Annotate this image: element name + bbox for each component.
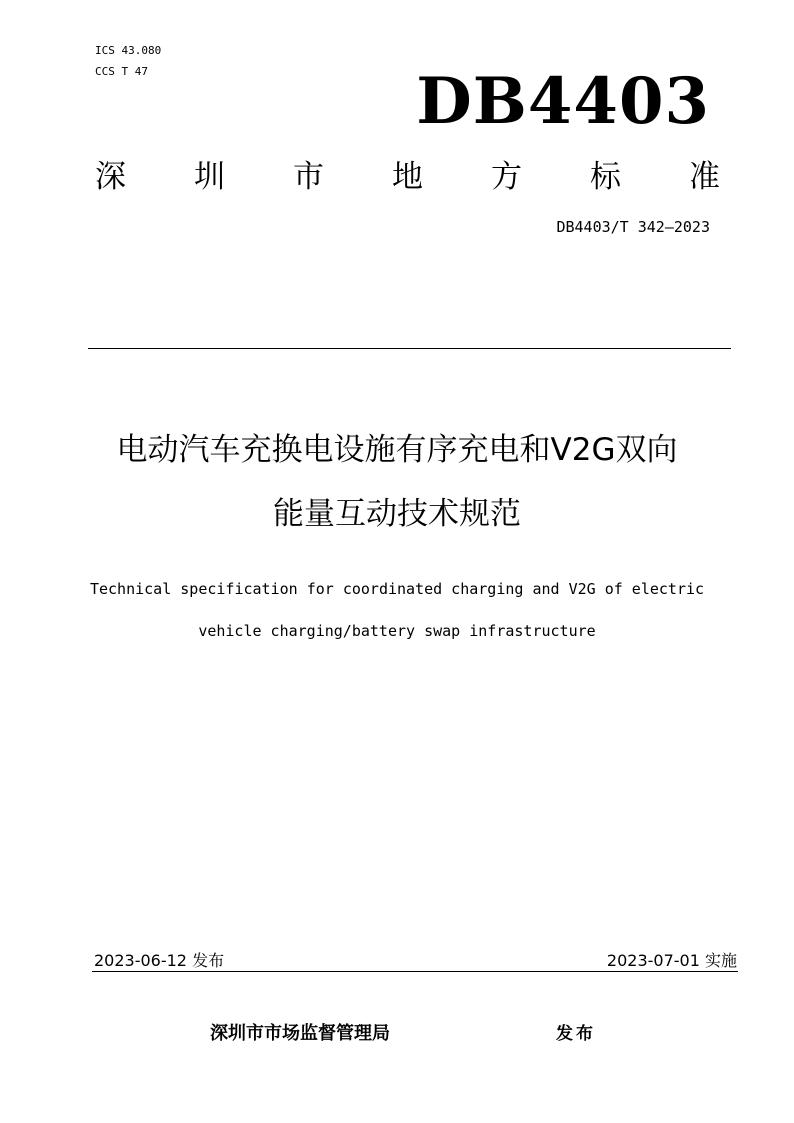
ccs-code: CCS T 47 xyxy=(95,65,148,78)
english-title-line-1: Technical specification for coordinated charging and V2G of electric xyxy=(89,580,705,598)
standard-type-char: 方 xyxy=(491,159,522,195)
publish-date: 2023-06-12 发布 xyxy=(94,951,225,970)
chinese-title xyxy=(60,418,734,546)
standard-type-char: 标 xyxy=(590,159,621,195)
standard-type-char: 地 xyxy=(392,159,423,195)
classification-codes xyxy=(95,40,161,82)
standard-type-char: 市 xyxy=(293,159,324,195)
standard-number: DB4403/T 342—2023 xyxy=(556,218,710,236)
standard-type-char: 圳 xyxy=(194,159,225,195)
english-title-line-2: vehicle charging/battery swap infrastructure xyxy=(198,622,596,640)
issuing-authority: 深圳市市场监督管理局 xyxy=(210,1023,390,1044)
english-title xyxy=(60,568,734,652)
bottom-divider xyxy=(92,971,738,972)
date-row xyxy=(94,950,737,972)
standard-type-char: 准 xyxy=(689,159,720,195)
implementation-date: 2023-07-01 实施 xyxy=(606,951,737,970)
standard-type-heading xyxy=(95,155,720,199)
ics-code: ICS 43.080 xyxy=(95,44,162,57)
standard-logo-text: DB4403 xyxy=(416,64,710,139)
chinese-title-line-2: 能量互动技术规范 xyxy=(273,496,521,532)
chinese-title-line-1: 电动汽车充换电设施有序充电和V2G双向 xyxy=(116,432,678,468)
issue-label: 发布 xyxy=(556,1024,596,1044)
top-divider xyxy=(88,348,731,349)
standard-type-char: 深 xyxy=(95,159,126,195)
